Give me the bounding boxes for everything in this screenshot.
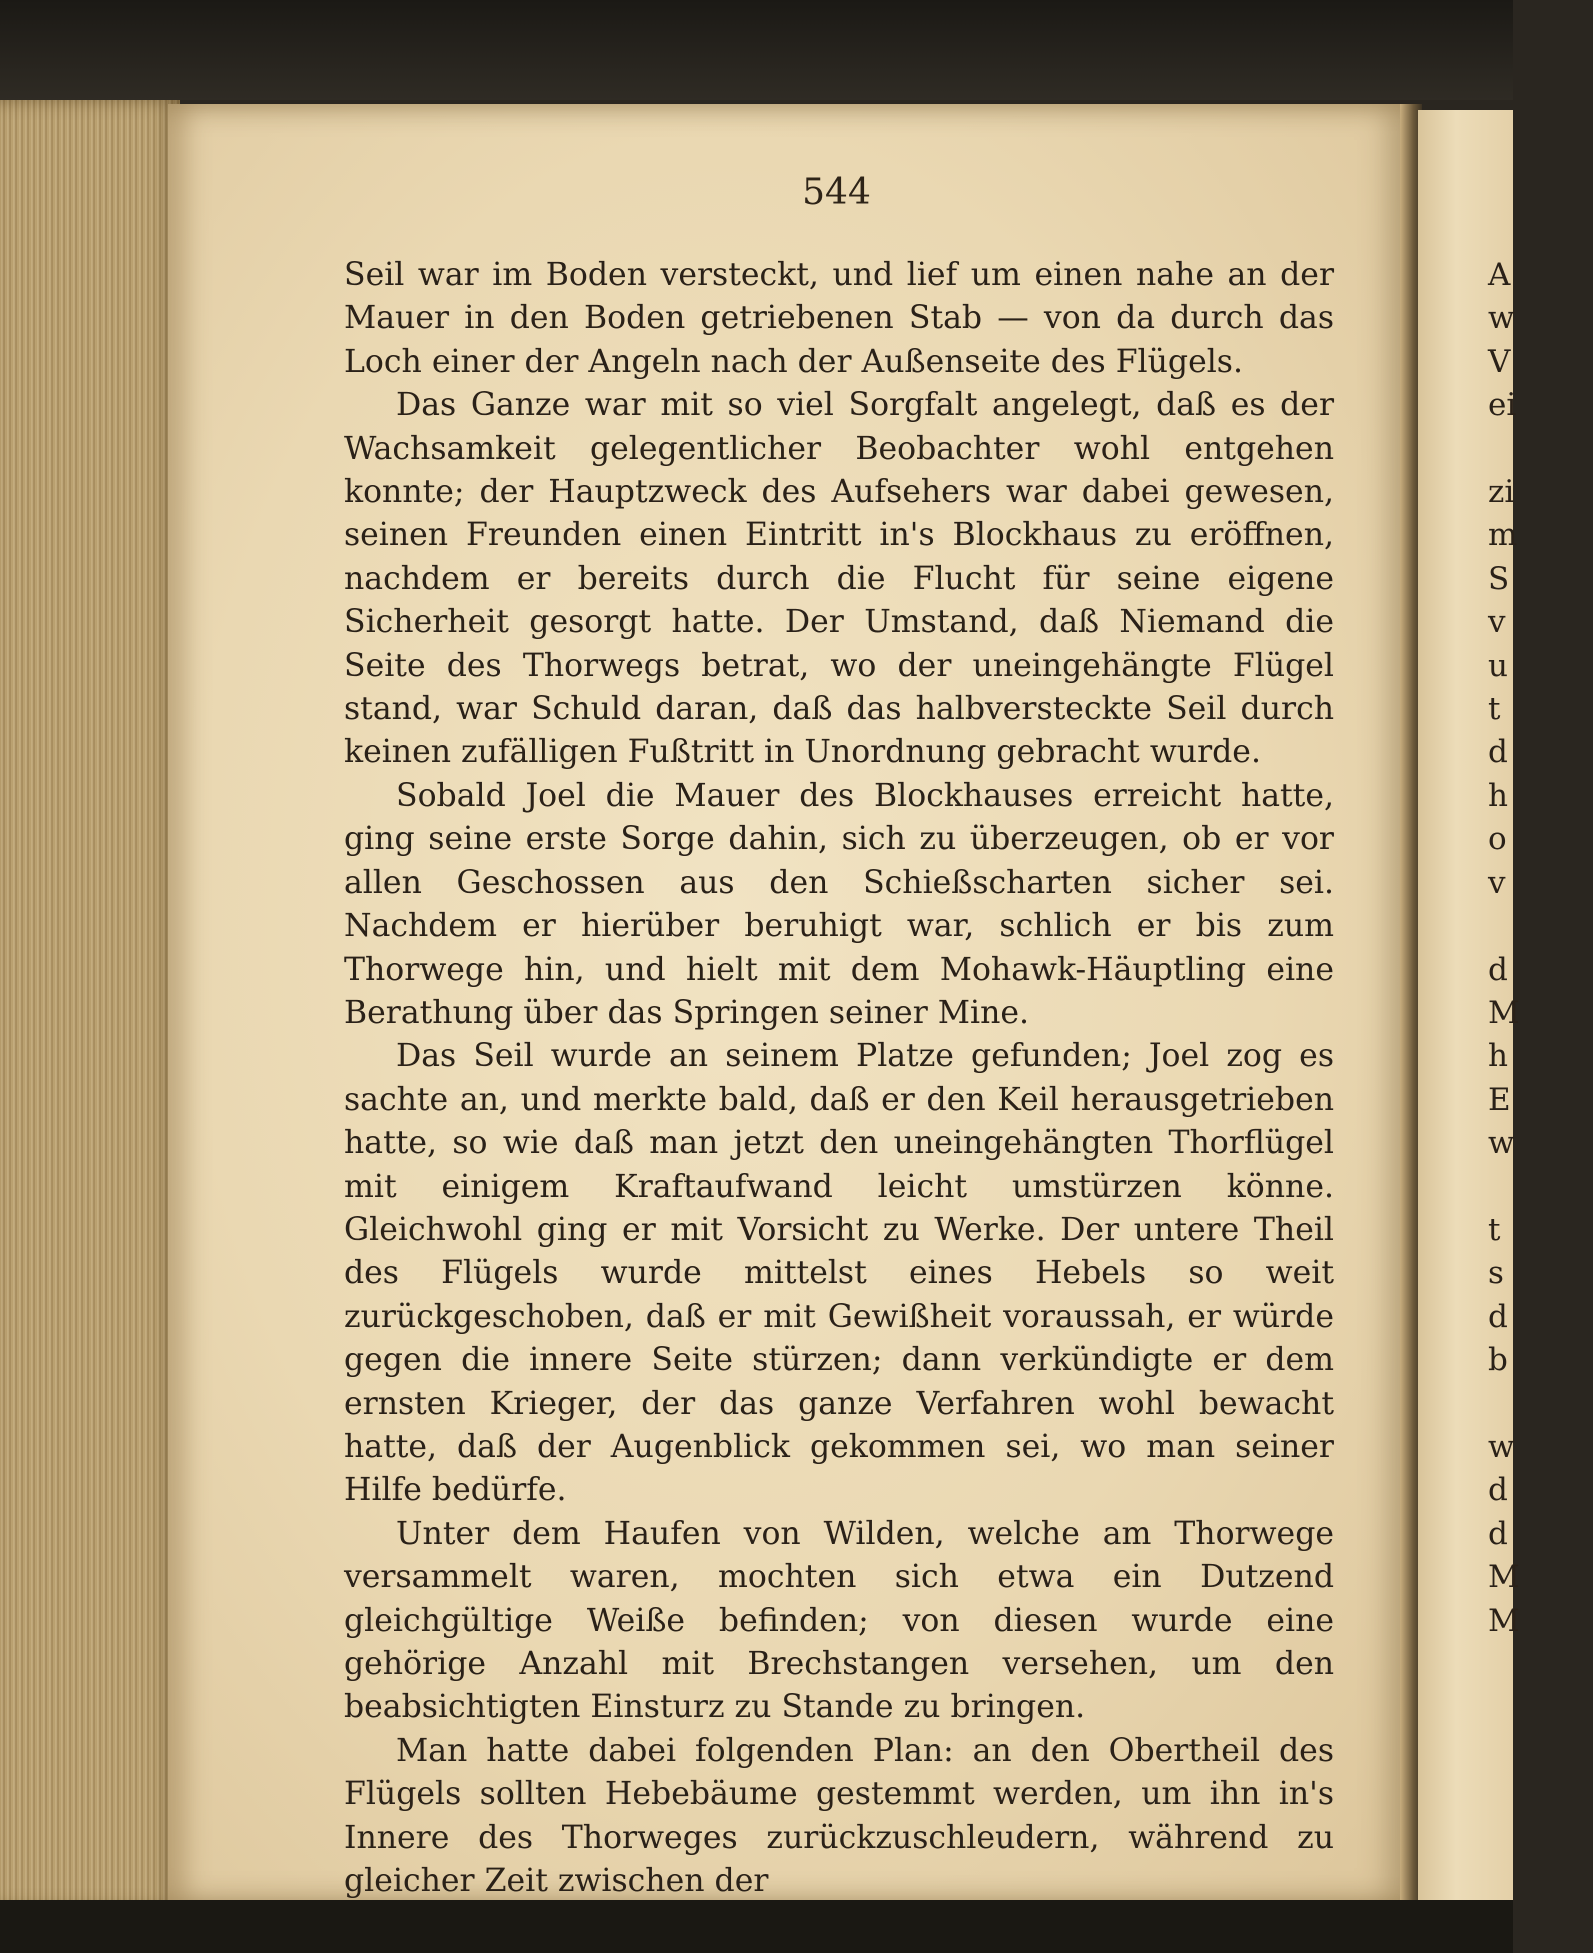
body-text bbox=[344, 254, 1334, 1903]
paragraph: Seil war im Boden versteckt, und lief um einen nahe an der Mauer in den Boden getriebenen Stab — von da durch das Loch einer der Angeln nach der Außenseite des Flügels. bbox=[344, 257, 1334, 380]
scan-background-bottom bbox=[0, 1900, 1513, 1953]
paragraph: Das Seil wurde an seinem Platze gefunden; Joel zog es sachte an, und merkte bald, daß er den Keil herausgetrieben hatte, so wie daß man jetzt den uneingehängten Thorflügel mit einigem Kraftaufwand leicht umstürzen könne. Gleichwohl ging er mit Vorsicht zu Werke. Der untere Theil des Flügels wurde mittelst eines Hebels so weit zurückgeschoben, daß er mit Gewißheit voraussah, er würde gegen die innere Seite stürzen; dann verkündigte er dem ernsten Krieger, der das ganze Verfahren wohl bewacht hatte, daß der Augenblick gekommen sei, wo man seiner Hilfe bedürfe. bbox=[344, 1038, 1334, 1509]
facing-page-text-fragments: A w V ei zi m S v u t d h o v d M h E w t s d b w d d M M bbox=[1488, 257, 1520, 1639]
scan-background-top bbox=[0, 0, 1513, 100]
paragraph: Man hatte dabei folgenden Plan: an den Obertheil des Flügels sollten Hebebäume gestemmt werden, um ihn in's Innere des Thorweges zurückzuschleudern, während zu gleicher Zeit zwischen der bbox=[344, 1732, 1334, 1900]
paragraph: Das Ganze war mit so viel Sorgfalt angelegt, daß es der Wachsamkeit gelegentlicher Beobachter wohl entgehen konnte; der Hauptzweck des Aufsehers war dabei gewesen, seinen Freunden einen Eintritt in's Blockhaus zu eröffnen, nachdem er bereits durch die Flucht für seine eigene Sicherheit gesorgt hatte. Der Umstand, daß Niemand die Seite des Thorwegs betrat, wo der uneingehängte Flügel stand, war Schuld daran, daß das halbversteckte Seil durch keinen zufälligen Fußtritt in Unordnung gebracht wurde. bbox=[344, 387, 1334, 771]
paragraph: Sobald Joel die Mauer des Blockhauses erreicht hatte, ging seine erste Sorge dahin, sich zu überzeugen, ob er vor allen Geschossen aus den Schießscharten sicher sei. Nachdem er hierüber beruhigt war, schlich er bis zum Thorwege hin, und hielt mit dem Mohawk-Häuptling eine Berathung über das Springen seiner Mine. bbox=[344, 777, 1334, 1031]
book-page-edges bbox=[0, 100, 180, 1908]
paragraph: Unter dem Haufen von Wilden, welche am Thorwege versammelt waren, mochten sich etwa ein Dutzend gleichgültige Weiße befinden; von diesen wurde eine gehörige Anzahl mit Brechstangen versehen, um den beabsichtigten Einsturz zu Stande zu bringen. bbox=[344, 1515, 1334, 1726]
page-number: 544 bbox=[802, 172, 871, 213]
